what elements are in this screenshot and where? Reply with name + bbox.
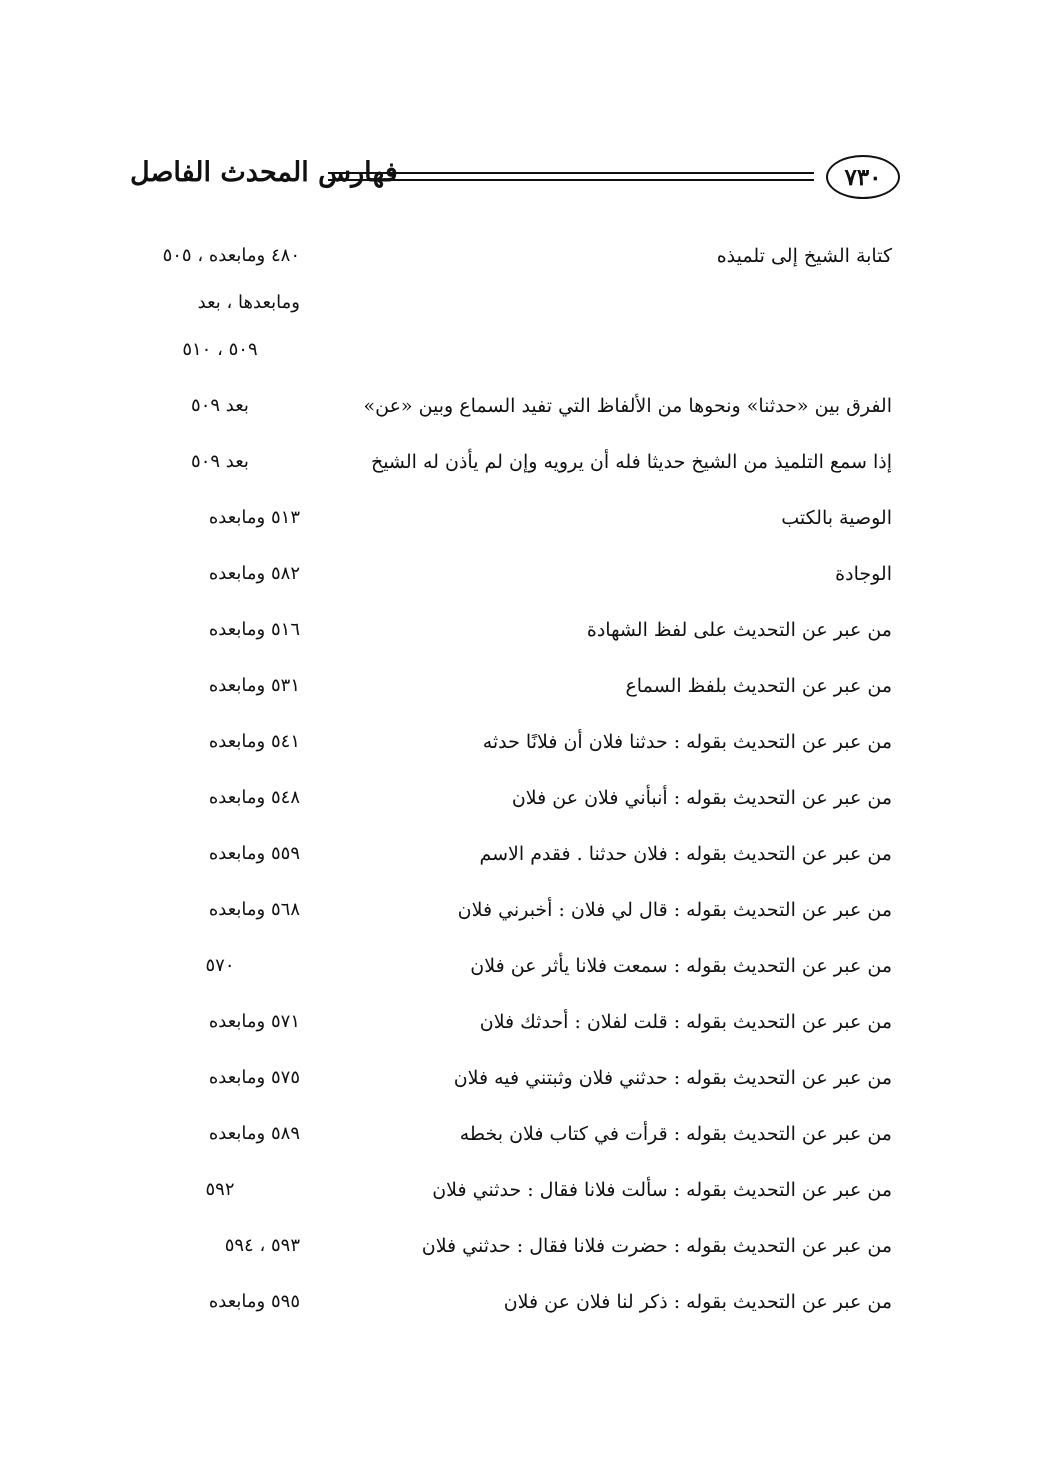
entry-pages: ٥٨٢ ومابعده [208,563,300,584]
entry-pages: ٥٥٩ ومابعده [208,843,300,864]
entry-pages: ٥٩٣ ، ٥٩٤ [224,1235,300,1256]
index-entry [140,1232,892,1288]
index-entry [140,784,892,840]
entry-pages: ٥٧٠ [205,955,235,976]
entry-title: من عبر عن التحديث على لفظ الشهادة [586,619,892,641]
entry-title: من عبر عن التحديث بقوله : قرأت في كتاب فلان بخطه [459,1123,892,1145]
entry-pages: بعد ٥٠٩ [191,451,249,472]
index-entry [140,952,892,1008]
entry-title: الفرق بين «حدثنا» ونحوها من الألفاظ التي تفيد السماع وبين «عن» [363,395,892,417]
entry-title: من عبر عن التحديث بقوله : قال لي فلان : أخبرني فلان [457,899,892,921]
entry-pages-line: ٥٠٩ ، ٥١٠ [182,339,258,360]
index-entry [140,504,892,560]
index-entry [140,672,892,728]
entry-pages: ٥٧٥ ومابعده [208,1067,300,1088]
index-entry [140,1120,892,1176]
entry-title: من عبر عن التحديث بقوله : أنبأني فلان عن فلان [511,787,892,809]
index-entry [140,1288,892,1344]
entry-title: من عبر عن التحديث بقوله : حدثنا فلان أن فلانًا حدثه [482,731,892,753]
entry-title: من عبر عن التحديث بقوله : حدثني فلان وثبتني فيه فلان [453,1067,892,1089]
entry-title: من عبر عن التحديث بقوله : حضرت فلانا فقال : حدثني فلان [421,1235,892,1257]
index-entry [140,728,892,784]
entry-pages-line: ٤٨٠ ومابعده ، ٥٠٥ [162,245,300,266]
entry-title: كتابة الشيخ إلى تلميذه [716,245,892,267]
index-entry [140,616,892,672]
index-entry [140,1008,892,1064]
entry-pages: ٥٤٨ ومابعده [208,787,300,808]
entry-title: من عبر عن التحديث بلفظ السماع [625,675,892,697]
entry-title: من عبر عن التحديث بقوله : سمعت فلانا يأثر عن فلان [470,955,892,977]
running-title: فهارس المحدث الفاصل [130,157,398,188]
entry-title: الوصية بالكتب [781,507,892,529]
entry-pages: ٥٩٢ [205,1179,235,1200]
entry-title: من عبر عن التحديث بقوله : سألت فلانا فقال : حدثني فلان [432,1179,892,1201]
entry-pages: ٥١٣ ومابعده [208,507,300,528]
entry-title: الوجادة [835,563,892,585]
index-entry [140,1064,892,1120]
index-entry [140,242,892,360]
entry-pages: ٥٦٨ ومابعده [208,899,300,920]
entry-pages: ٥٣١ ومابعده [208,675,300,696]
index-entry [140,840,892,896]
entry-title: من عبر عن التحديث بقوله : فلان حدثنا . فقدم الاسم [479,843,892,865]
page-number: ٧٣٠ [844,163,882,191]
index-entry [140,392,892,448]
entry-pages-line: ومابعدها ، بعد [197,292,300,313]
entry-pages [140,242,300,383]
entry-title: من عبر عن التحديث بقوله : قلت لفلان : أحدثك فلان [479,1011,892,1033]
entry-pages: ٥٩٥ ومابعده [208,1291,300,1312]
index-entry [140,448,892,504]
entry-pages: ٥١٦ ومابعده [208,619,300,640]
index-entry [140,1176,892,1232]
entry-title: من عبر عن التحديث بقوله : ذكر لنا فلان عن فلان [503,1291,892,1313]
index-entry [140,896,892,952]
entry-title: إذا سمع التلميذ من الشيخ حديثا فله أن يرويه وإن لم يأذن له الشيخ [370,451,892,473]
entry-pages: ٥٤١ ومابعده [208,731,300,752]
entry-pages: ٥٨٩ ومابعده [208,1123,300,1144]
entry-pages: ٥٧١ ومابعده [208,1011,300,1032]
entry-pages: بعد ٥٠٩ [191,395,249,416]
index-entry [140,560,892,616]
